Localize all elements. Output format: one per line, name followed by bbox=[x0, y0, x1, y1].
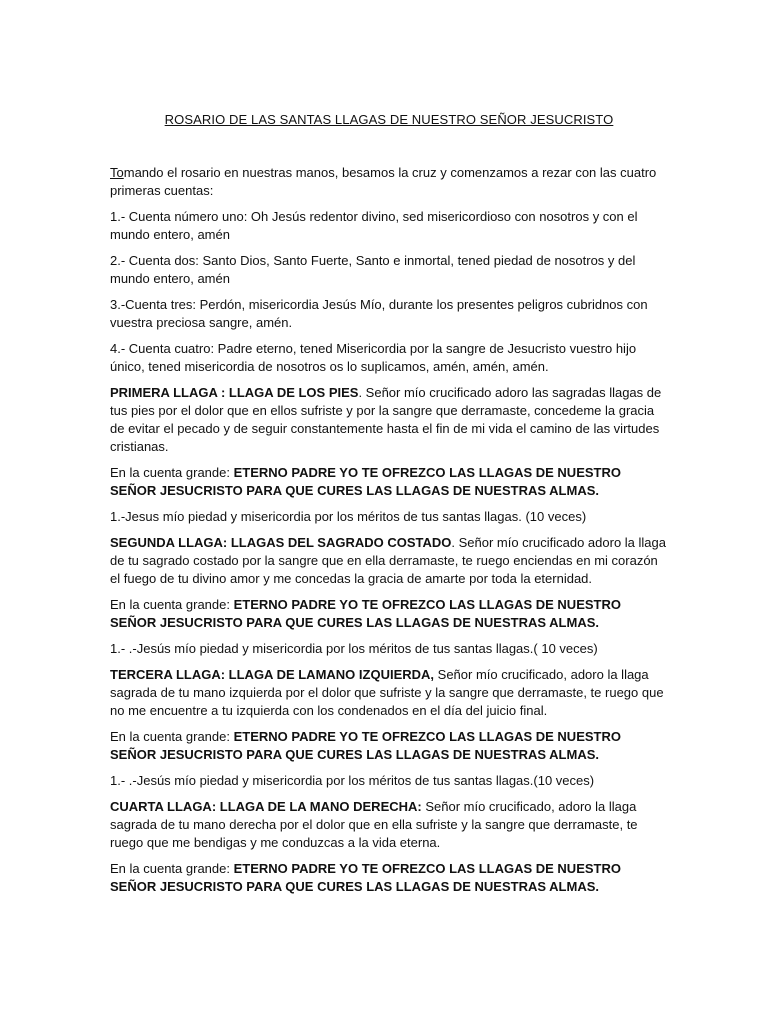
cuenta-grande-1-prayer: ETERNO PADRE YO TE OFREZCO LAS LLAGAS DE NUESTRO SEÑOR JESUCRISTO PARA QUE CURES LAS LLAGAS DE NUESTRAS ALMAS. bbox=[110, 465, 621, 498]
cuenta-grande-3-prayer: ETERNO PADRE YO TE OFREZCO LAS LLAGAS DE NUESTRO SEÑOR JESUCRISTO PARA QUE CURES LAS LLAGAS DE NUESTRAS ALMAS. bbox=[110, 729, 621, 762]
llaga-2-text: . Señor mío crucificado adoro la llaga de tu sagrado costado por la sangre que en ella derramaste, te ruego enciendas en mi corazón el fuego de tu divino amor y me concedas la gracia de amarte por toda la eternidad. bbox=[110, 535, 666, 586]
llaga-4-heading: CUARTA LLAGA: LLAGA DE LA MANO DERECHA: bbox=[110, 799, 422, 814]
cuenta-grande-1-prefix: En la cuenta grande: bbox=[110, 465, 234, 480]
cuenta-3: 3.-Cuenta tres: Perdón, misericordia Jesús Mío, durante los presentes peligros cubridnos con vuestra preciosa sangre, amén. bbox=[110, 297, 648, 330]
llaga-3-heading: TERCERA LLAGA: LLAGA DE LAMANO IZQUIERDA, bbox=[110, 667, 435, 682]
cuenta-2: 2.- Cuenta dos: Santo Dios, Santo Fuerte, Santo e inmortal, tened piedad de nosotros y del mundo entero, amén bbox=[110, 253, 636, 286]
llaga-2-heading: SEGUNDA LLAGA: LLAGAS DEL SAGRADO COSTADO bbox=[110, 535, 452, 550]
cuenta-1: 1.- Cuenta número uno: Oh Jesús redentor divino, sed misericordioso con nosotros y con el mundo entero, amén bbox=[110, 209, 638, 242]
veces-1: 1.-Jesus mío piedad y misericordia por los méritos de tus santas llagas. (10 veces) bbox=[110, 509, 587, 524]
llaga-3-text: Señor mío crucificado, adoro la llaga sagrada de tu mano izquierda por el dolor que sufriste y la sangre que derramaste, te ruego que no me encuentre a tu izquierda con los condenados en el día del juicio final. bbox=[110, 667, 664, 718]
cuenta-grande-3 bbox=[110, 728, 668, 764]
cuenta-grande-4 bbox=[110, 860, 668, 896]
cuenta-grande-4-prayer: ETERNO PADRE YO TE OFREZCO LAS LLAGAS DE NUESTRO SEÑOR JESUCRISTO PARA QUE CURES LAS LLAGAS DE NUESTRAS ALMAS. bbox=[110, 861, 621, 894]
cuenta-grande-4-prefix: En la cuenta grande: bbox=[110, 861, 234, 876]
document-title: ROSARIO DE LAS SANTAS LLAGAS DE NUESTRO SEÑOR JESUCRISTO bbox=[164, 112, 614, 127]
cuenta-grande-1 bbox=[110, 464, 668, 500]
intro-text: mando el rosario en nuestras manos, besamos la cruz y comenzamos a rezar con las cuatro primeras cuentas: bbox=[110, 165, 657, 198]
llaga-3-paragraph bbox=[110, 666, 668, 720]
llaga-4-text: Señor mío crucificado, adoro la llaga sagrada de tu mano derecha por el dolor que en ella sufriste y la sangre que derramaste, te ruego que me bendigas y me conduzcas a la vida eterna. bbox=[110, 799, 638, 850]
llaga-2-paragraph bbox=[110, 534, 668, 588]
veces-2: 1.- .-Jesús mío piedad y misericordia por los méritos de tus santas llagas.( 10 veces) bbox=[110, 641, 598, 656]
intro-paragraph bbox=[110, 164, 668, 200]
intro-underlined: To bbox=[110, 165, 124, 180]
cuenta-4: 4.- Cuenta cuatro: Padre eterno, tened Misericordia por la sangre de Jesucristo vuestro hijo único, tened misericordia de nosotros os lo suplicamos, amén, amén, amén. bbox=[110, 341, 637, 374]
veces-3: 1.- .-Jesús mío piedad y misericordia por los méritos de tus santas llagas.(10 veces) bbox=[110, 773, 595, 788]
cuenta-grande-3-prefix: En la cuenta grande: bbox=[110, 729, 234, 744]
cuenta-grande-2 bbox=[110, 596, 668, 632]
llaga-4-paragraph bbox=[110, 798, 668, 852]
llaga-1-heading: PRIMERA LLAGA : LLAGA DE LOS PIES bbox=[110, 385, 359, 400]
llaga-1-paragraph bbox=[110, 384, 668, 456]
llaga-1-text: . Señor mío crucificado adoro las sagradas llagas de tus pies por el dolor que en ellos sufriste y por la sangre que derramaste, concedeme la gracia de evitar el pecado y de seguir constantemente hasta el fin de mi vida el camino de las virtudes cristianas. bbox=[110, 385, 662, 454]
cuenta-grande-2-prayer: ETERNO PADRE YO TE OFREZCO LAS LLAGAS DE NUESTRO SEÑOR JESUCRISTO PARA QUE CURES LAS LLAGAS DE NUESTRAS ALMAS. bbox=[110, 597, 621, 630]
cuenta-grande-2-prefix: En la cuenta grande: bbox=[110, 597, 234, 612]
